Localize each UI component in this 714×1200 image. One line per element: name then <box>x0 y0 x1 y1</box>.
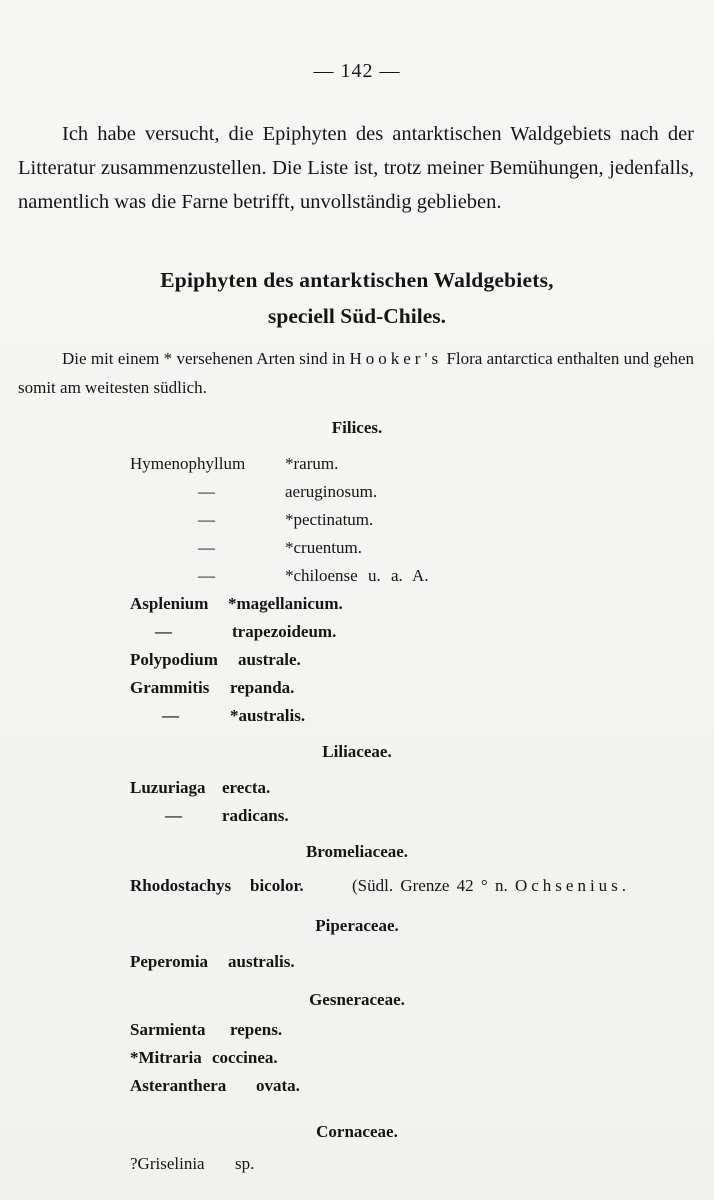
species-name: trapezoideum. <box>232 622 337 641</box>
species-name: bicolor. <box>250 876 304 895</box>
genus-name: Sarmienta <box>130 1020 206 1039</box>
species-name: repens. <box>230 1020 283 1039</box>
intro-paragraph: Ich habe versucht, die Epiphyten des antarktischen Waldgebiets nach der Litteratur zusammenzustellen. Die Liste ist, trotz meiner Bemühungen, jedenfalls, namentlich was die Farne betrifft, unvollständig geblieben. <box>18 123 694 213</box>
species-name: *australis. <box>230 706 306 725</box>
distribution-author: Ochsenius. <box>514 876 631 895</box>
ditto-dash: — <box>198 538 215 557</box>
ditto-dash: — <box>198 566 215 585</box>
species-name: repanda. <box>230 678 295 697</box>
genus-name: Asplenium <box>130 594 209 613</box>
genus-name: Hymenophyllum <box>130 454 246 473</box>
family-heading-cornaceae: Cornaceae. <box>316 1122 398 1141</box>
family-heading-gesneraceae: Gesneraceae. <box>309 990 405 1009</box>
species-name: aeruginosum. <box>285 482 378 501</box>
species-name: *magellanicum. <box>228 594 343 613</box>
species-name: australe. <box>238 650 301 669</box>
species-name: australis. <box>228 952 295 971</box>
genus-name: ?Griselinia <box>130 1154 205 1173</box>
ditto-dash: — <box>165 806 182 825</box>
distribution-note <box>352 876 630 896</box>
ditto-dash: — <box>162 706 179 725</box>
list-subtitle: speciell Süd-Chiles. <box>268 304 446 328</box>
family-heading-liliaceae: Liliaceae. <box>322 742 392 761</box>
page-number: — 142 — <box>313 60 401 82</box>
genus-name: *Mitraria <box>130 1048 202 1067</box>
family-heading-piperaceae: Piperaceae. <box>315 916 399 935</box>
genus-name: Rhodostachys <box>130 876 232 895</box>
genus-name: Peperomia <box>130 952 209 971</box>
note-text-after: Flora antarctica enthalten und gehen somit am weitesten südlich. <box>18 349 695 397</box>
ditto-dash: — <box>198 482 215 501</box>
species-name: *pectinatum. <box>285 510 374 529</box>
species-name: *cruentum. <box>285 538 362 557</box>
family-heading-filices: Filices. <box>331 418 383 437</box>
genus-name: Grammitis <box>130 678 210 697</box>
species-name: sp. <box>235 1154 255 1173</box>
species-name: erecta. <box>222 778 271 797</box>
species-name: radicans. <box>222 806 289 825</box>
asterisk-note <box>18 344 694 402</box>
family-heading-bromeliaceae: Bromeliaceae. <box>305 842 409 861</box>
species-name: *chiloense u. a. A. <box>285 566 429 585</box>
ditto-dash: — <box>155 622 172 641</box>
species-name: ovata. <box>256 1076 300 1095</box>
genus-name: Polypodium <box>130 650 218 669</box>
list-title: Epiphyten des antarktischen Waldgebiets, <box>160 268 554 292</box>
note-text-before: Die mit einem * versehenen Arten sind in <box>62 349 346 368</box>
distribution-limit: (Südl. Grenze 42 ° n. <box>352 876 508 895</box>
ditto-dash: — <box>198 510 215 529</box>
genus-name: Luzuriaga <box>130 778 206 797</box>
note-author: Hooker's <box>349 349 443 368</box>
list-item <box>130 454 245 474</box>
species-name: coccinea. <box>212 1048 278 1067</box>
genus-name: Asteranthera <box>130 1076 227 1095</box>
species-name: *rarum. <box>285 454 339 473</box>
